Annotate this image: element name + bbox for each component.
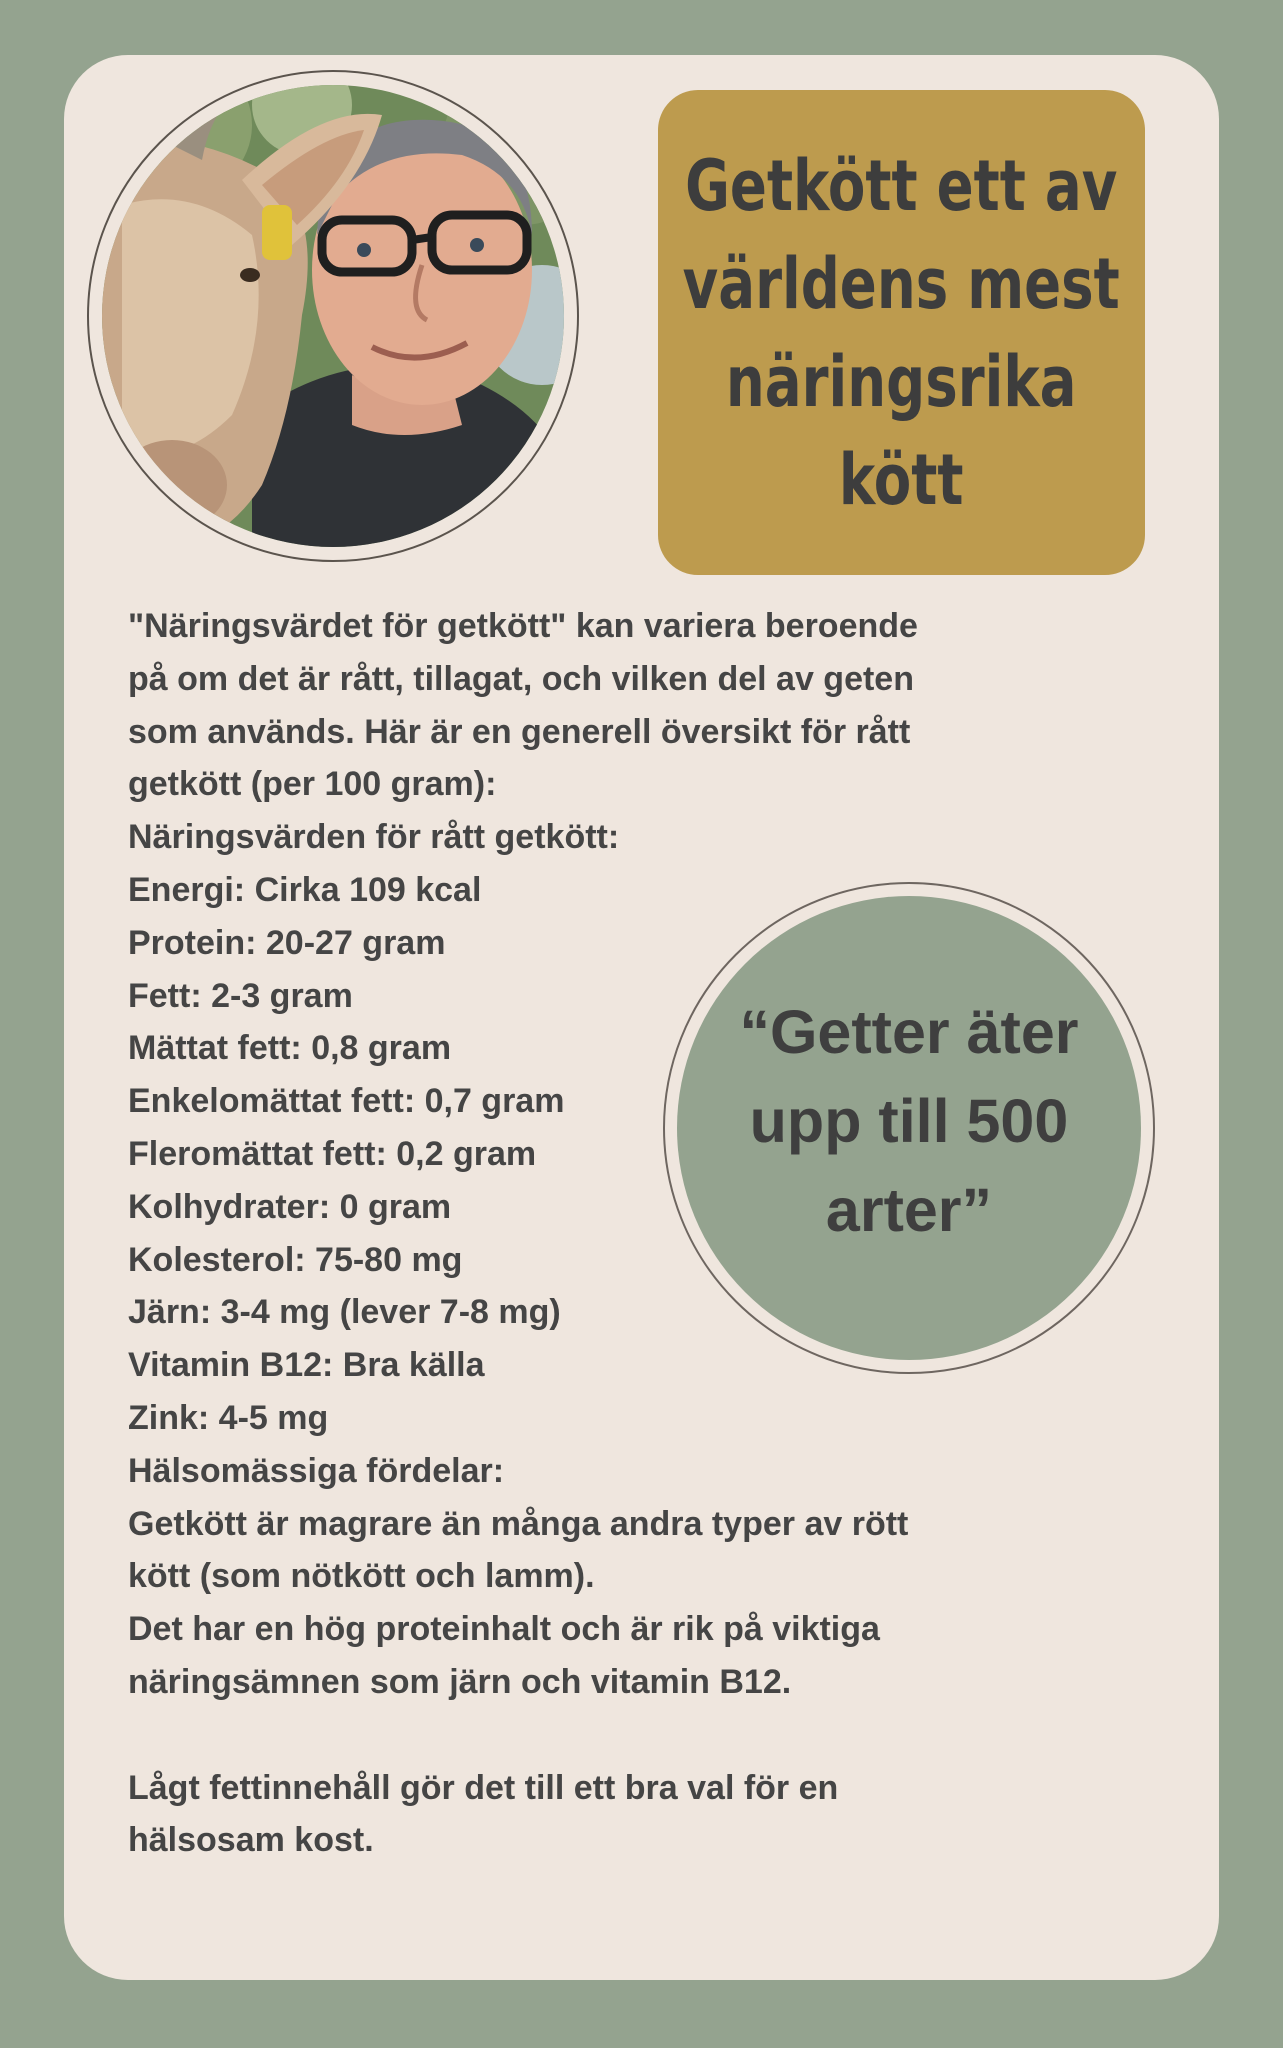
body-line: Mättat fett: 0,8 gram <box>128 1029 452 1068</box>
body-line <box>128 1709 1028 1762</box>
body-line: som används. Här är en generell översikt för rått <box>128 712 911 751</box>
quote-line: “Getter äter <box>739 997 1079 1066</box>
quote-line: arter” <box>825 1175 993 1244</box>
body-line: Lågt fettinnehåll gör det till ett bra val för en <box>128 1768 839 1807</box>
woman-with-goat-photo <box>102 85 564 547</box>
body-line: Kolesterol: 75-80 mg <box>128 1240 463 1279</box>
body-line: hälsosam kost. <box>128 1821 374 1860</box>
body-line: Järn: 3-4 mg (lever 7-8 mg) <box>128 1293 561 1332</box>
body-line: Protein: 20-27 gram <box>128 923 446 962</box>
quote-circle <box>677 896 1141 1360</box>
body-line: Getkött är magrare än många andra typer av rött <box>128 1504 909 1543</box>
body-line: Hälsomässiga fördelar: <box>128 1451 505 1490</box>
body-line: Kolhydrater: 0 gram <box>128 1187 452 1226</box>
title-line: näringsrika <box>726 340 1077 423</box>
quote-text <box>739 988 1078 1255</box>
body-line: "Näringsvärdet för getkött" kan variera beroende <box>128 607 918 645</box>
body-line: Vitamin B12: Bra källa <box>128 1346 485 1385</box>
body-line: Fett: 2-3 gram <box>128 976 353 1015</box>
title-box <box>658 90 1145 575</box>
title-line: världens mest <box>682 242 1121 325</box>
body-line: Enkelomättat fett: 0,7 gram <box>128 1082 565 1121</box>
body-line: näringsämnen som järn och vitamin B12. <box>128 1662 792 1701</box>
body-line: getkött (per 100 gram): <box>128 765 497 804</box>
body-line: Energi: Cirka 109 kcal <box>128 870 482 909</box>
body-line: på om det är rått, tillagat, och vilken del av geten <box>128 659 914 698</box>
page-title <box>683 137 1120 529</box>
body-line: Zink: 4-5 mg <box>128 1398 329 1437</box>
title-line: Getkött ett av <box>685 144 1118 227</box>
title-line: kött <box>839 438 964 521</box>
body-line: Näringsvärden för rått getkött: <box>128 818 620 857</box>
body-line: kött (som nötkött och lamm). <box>128 1557 595 1596</box>
body-line: Fleromättat fett: 0,2 gram <box>128 1134 537 1173</box>
quote-line: upp till 500 <box>749 1086 1069 1155</box>
body-line: Det har en hög proteinhalt och är rik på viktiga <box>128 1610 880 1649</box>
